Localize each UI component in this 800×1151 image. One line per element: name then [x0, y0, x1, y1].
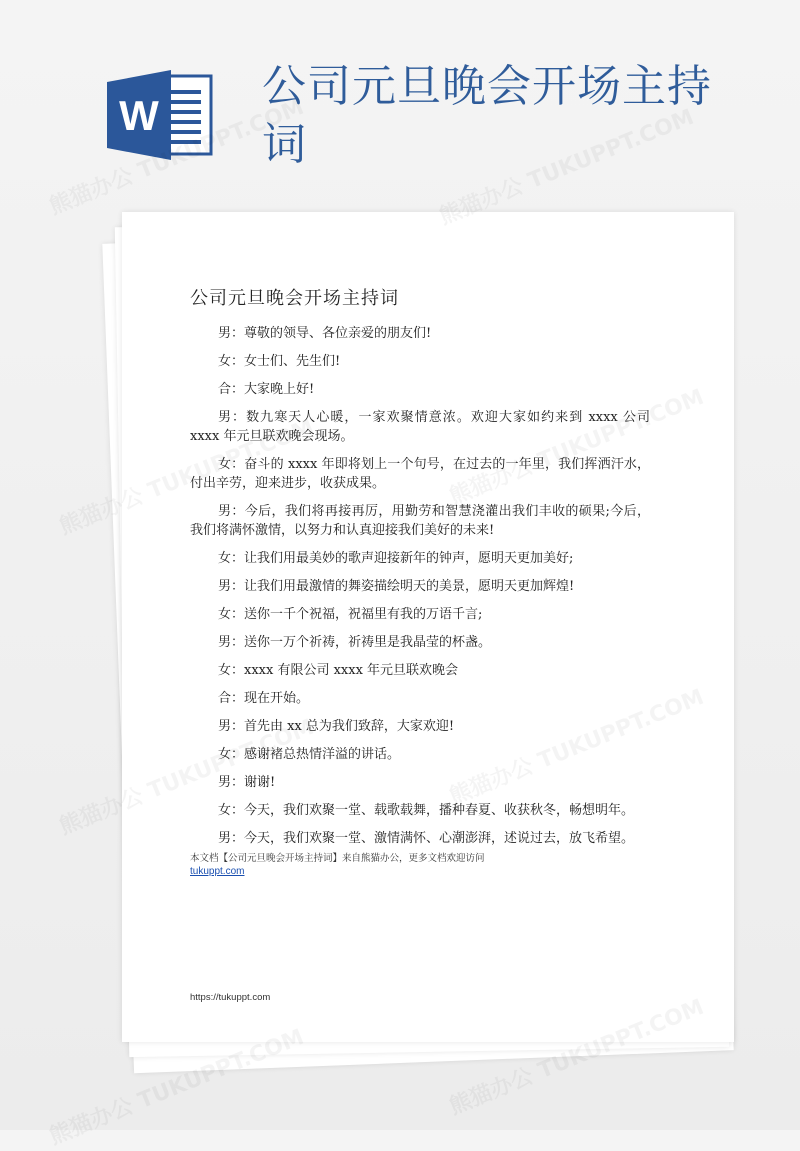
- paragraph: 合：现在开始。: [218, 691, 310, 706]
- header: [0, 0, 800, 200]
- word-logo-letter: W: [119, 92, 159, 139]
- footer-note: [190, 852, 670, 878]
- page-url: https://tukuppt.com: [190, 992, 271, 1003]
- paragraph: 男：送你一万个祈祷，祈祷里是我晶莹的杯盏。: [218, 635, 492, 650]
- header-title: 公司元旦晚会开场主持词: [262, 61, 712, 170]
- paragraph: 男：让我们用最激情的舞姿描绘明天的美景，愿明天更加辉煌!: [218, 579, 575, 594]
- paragraph: 女：今天，我们欢聚一堂、载歌载舞，播种春夏、收获秋冬，畅想明年。: [218, 803, 635, 818]
- paragraph: 女：让我们用最美妙的歌声迎接新年的钟声，愿明天更加美好;: [218, 551, 574, 566]
- paragraph: 女：xxxx 有限公司 xxxx 年元旦联欢晚会: [218, 663, 459, 678]
- paragraph: 男：今天，我们欢聚一堂、激情满怀、心潮澎湃，述说过去，放飞希望。: [218, 831, 635, 846]
- paragraph: 女：送你一千个祝福，祝福里有我的万语千言;: [218, 607, 483, 622]
- paragraph: 女：感谢褚总热情洋溢的讲话。: [218, 747, 401, 762]
- paragraph: 合：大家晚上好!: [218, 382, 315, 397]
- paragraph: 女：女士们、先生们!: [218, 354, 341, 369]
- paragraph: 女：奋斗的 xxxx 年即将划上一个句号，在过去的一年里，我们挥洒汗水，付出辛劳，迎来进步，收获成果。: [190, 457, 650, 491]
- paragraph: 男：今后，我们将再接再厉，用勤劳和智慧浇灌出我们丰收的硕果;今后，我们将满怀激情，以努力和认真迎接我们美好的未来!: [190, 504, 650, 538]
- paragraph: 男：尊敬的领导、各位亲爱的朋友们!: [218, 326, 432, 341]
- paragraph: 男：首先由 xx 总为我们致辞，大家欢迎!: [218, 719, 455, 734]
- word-icon: [105, 70, 215, 160]
- paragraph: 男：数九寒天人心暖，一家欢聚情意浓。欢迎大家如约来到 xxxx 公司 xxxx 年元旦联欢晚会现场。: [190, 410, 650, 444]
- document-body: [190, 324, 650, 857]
- source-link[interactable]: tukuppt.com: [190, 866, 245, 877]
- document-title: 公司元旦晚会开场主持词: [190, 288, 399, 309]
- source-note: 本文档【公司元旦晚会开场主持词】来自熊猫办公，更多文档欢迎访问: [190, 853, 485, 864]
- paragraph: 男：谢谢!: [218, 775, 276, 790]
